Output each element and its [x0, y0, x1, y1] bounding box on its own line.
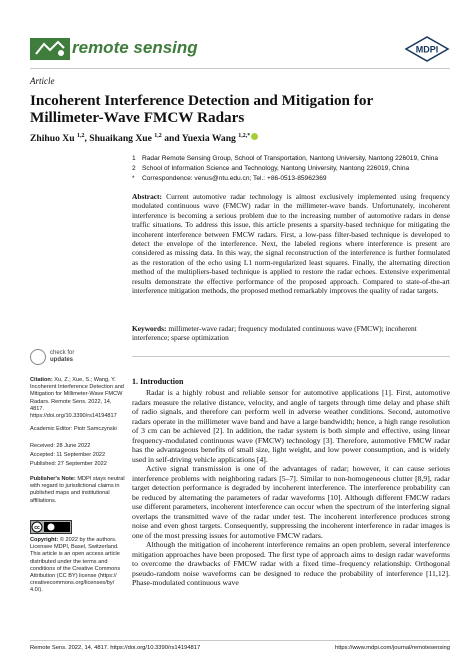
keywords	[132, 324, 450, 343]
header-divider	[30, 68, 450, 69]
journal-name: remote sensing	[72, 38, 198, 57]
cc-by-icon[interactable]	[30, 520, 72, 534]
publisher-name: MDPI	[415, 44, 439, 55]
correspondence: * Correspondence: venus@ntu.edu.cn; Tel.: +86-0513-85962369	[132, 175, 327, 182]
abstract	[132, 192, 450, 295]
article-type: Article	[30, 76, 55, 86]
paragraph: Active signal transmission is one of the advantages of radar; however, it can cause serious interference problems with neighboring radars [5–7]. Similar to non-homogeneous clutter [8,9], radar target detection performance is degraded by incoherent interference. The interference probability can be reduced by alternating the parameters of radar waveforms [10]. Although different FMCW radars use different parameters, incoherent interference can occur when the spectrum of the interfering signal overlaps the transmitted wave of the radar under test. The incoherent interference produces strong noise and even ghost targets. Consequently, suppressing the incoherent interference in radar images is one of the most pressing issues for automotive FMCW radars.	[132, 464, 450, 540]
published-date: Published: 27 September 2022	[30, 461, 107, 467]
footer-journal-link[interactable]: https://www.mdpi.com/journal/remotesensing	[334, 645, 450, 651]
keywords-text: millimeter-wave radar; frequency modulated continuous wave (FMCW); incoherent interference; sparse optimization	[132, 324, 417, 343]
author-name: Shuaikang Xue	[89, 133, 152, 145]
copyright: Copyright: © 2022 by the authors. Licensee MDPI, Basel, Switzerland. This article is an open access article distributed under the terms and conditions of the Creative Commons Attribution (CC BY) license (https:// creativecommons.org/licenses/by/ 4.0/).	[30, 537, 121, 594]
author-affil: 1,2,*	[238, 133, 251, 139]
footer-citation: Remote Sens. 2022, 14, 4817. https://doi.org/10.3390/rs14194817	[30, 645, 201, 651]
keywords-label: Keywords:	[132, 324, 167, 333]
publisher-note: Publisher's Note: MDPI stays neutral with regard to jurisdictional claims in published maps and institutional affiliations.	[30, 476, 125, 504]
section-body	[132, 388, 450, 588]
affiliation: 2 School of Information Science and Technology, Nantong University, Nantong 226019, China	[132, 165, 410, 172]
article-title: Incoherent Interference Detection and Mitigation for Millimeter-Wave FMCW Radars	[30, 92, 373, 126]
author-separator: ,	[84, 133, 90, 145]
paragraph: Although the mitigation of incoherent interference remains an open problem, several interference mitigation approaches have been proposed. The first type of approach aims to design radar waveforms to overcome the drawbacks of FMCW radar with a fixed time–frequency relationship. Orthogonal pseudo-random noise waveforms can be designed to reduce the probability of interference [11,12]. Phase-modulated continuous wave	[132, 540, 450, 587]
orcid-icon[interactable]	[251, 133, 258, 140]
academic-editor: Academic Editor: Piotr Samczynski	[30, 426, 117, 432]
section-heading: 1. Introduction	[132, 377, 184, 386]
check-updates-icon[interactable]	[30, 349, 46, 365]
author-affil: 1,2	[154, 133, 162, 139]
author-list	[30, 133, 258, 144]
author-name: Zhihuo Xu	[30, 133, 75, 145]
affiliation: 1 Radar Remote Sensing Group, School of Transportation, Nantong University, Nantong 226019, China	[132, 155, 439, 162]
author-affil: 1,2	[76, 133, 85, 139]
mdpi-logo-icon	[404, 36, 450, 62]
abstract-label: Abstract:	[132, 192, 162, 201]
journal-logo-icon	[30, 38, 70, 60]
svg-text:cc: cc	[34, 525, 40, 531]
author-name: Yuexia Wang	[181, 133, 236, 145]
author-separator: and	[161, 133, 182, 145]
paragraph: Radar is a highly robust and reliable sensor for automotive applications [1]. First, automotive radars measure the relative distance, velocity, and angle of targets through time delay and phase shift of radio signals, and therefore can perform well in adverse weather conditions. Second, automotive radars operate in the millimeter wave band and have a large bandwidth; hence, a high range resolution of 3 cm can be achieved [2]. In addition, the radar system is both simple and effective, using linear frequency-modulated continuous wave (FMCW) technology [3]. Therefore, automotive FMCW radar has the advantageous benefits of small size, light weight, and low power consumption, and is widely used in self-driving vehicle applications [4].	[132, 388, 450, 464]
received-date: Received: 28 June 2022	[30, 443, 91, 449]
check-updates[interactable]: check for updates	[50, 350, 75, 363]
accepted-date: Accepted: 11 September 2022	[30, 452, 106, 458]
abstract-divider	[132, 356, 450, 357]
abstract-text: Current automotive radar technology is almost exclusively implemented using frequency modulated continuous wave (FMCW) radar in the millimeter-wave bands. Unfortunately, incoherent interference is becoming a serious problem due to the increasing number of automotive radars in dense traffic situations. To address this issue, this article presents a sparsity-based technique for mitigating the incoherent interference between FMCW radars. First, a low-pass filter-based technique is developed to detect the envelope of the interference. Next, the labeled regions where interference is present are considered as missing data. In this way, the signal reconstruction of the interference is further formulated as the restoration of the echo using L1 norm-regularized least squares. Finally, the alternating direction method of the multipliers-based technique is applied to restore the radar echoes. Extensive experimental results demonstrate the effective performance of the proposed approach. Compared to state-of-the-art interference mitigation methods, the proposed method remarkably improves the quality of radar targets.	[132, 192, 450, 296]
footer-divider	[30, 640, 450, 641]
citation: Citation: Xu, Z.; Xue, S.; Wang, Y. Incoherent Interference Detection and Mitigation for Millimeter-Wave FMCW Radars. Remote Sens. 2022, 14, 4817. https://doi.org/10.3390/rs14194817	[30, 377, 124, 420]
